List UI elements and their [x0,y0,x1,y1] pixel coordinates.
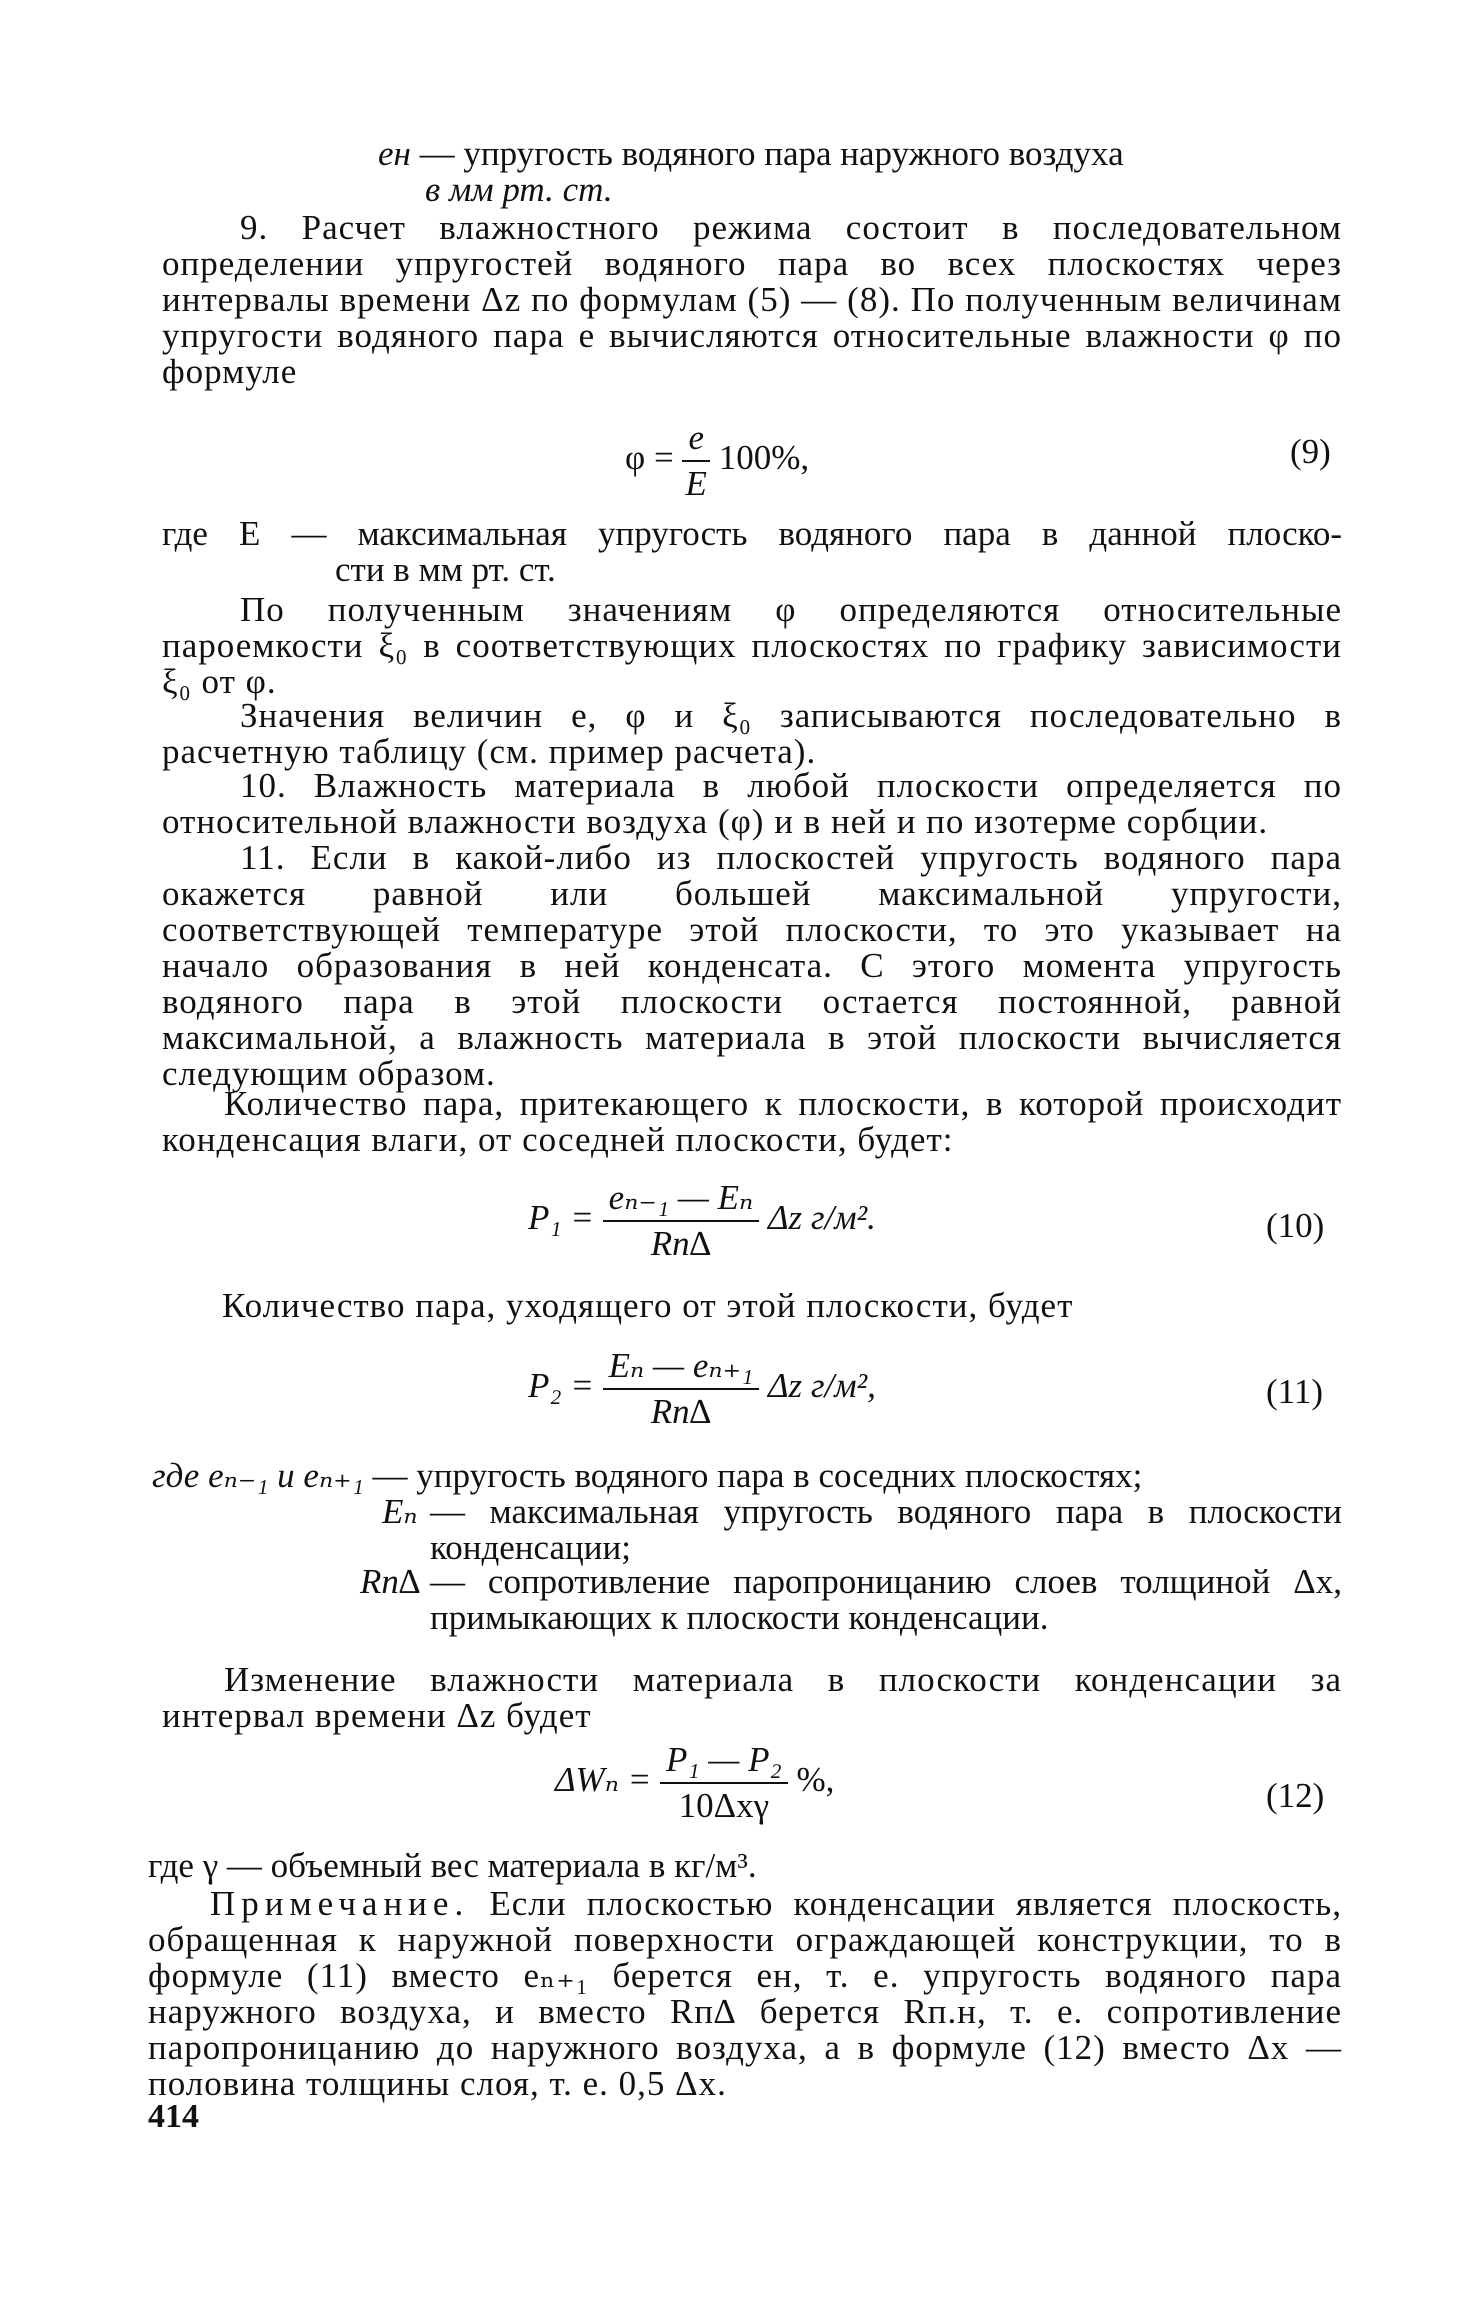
eq11-lhs: P₂ = [528,1366,594,1406]
en-text: — упругость водяного пара наружного воздуха [410,134,1124,173]
equation-10 [528,1178,876,1264]
paragraph-values: Значения величин e, φ и ξ₀ записываются последовательно в расчетную таблицу (см. пример расчета). [162,696,1342,771]
eq12-rhs: %, [796,1760,835,1800]
eq10-label: (10) [1266,1206,1325,1245]
en-symbol: eн [378,134,411,173]
eq10-denominator: Rп∆ [650,1224,712,1263]
eq9-denominator: E [685,464,707,503]
eq10-fraction [603,1178,760,1264]
eq11-rhs: Δz г/м², [767,1366,876,1406]
en-unit: в мм рт. ст. [425,170,613,209]
paragraph-9: 9. Расчет влажностного режима состоит в последовательном определении упругостей водяного пара во всех плоскостях через интервалы времени Δz по формулам (5) — (8). По полученным величинам упругости водяного пара e вычисляются относительные влажности φ по формуле [162,208,1342,391]
eq12-fraction [660,1740,788,1826]
def-e-neighbors-text: — упругость водяного пара в соседних плоскостях; [372,1456,1143,1495]
eq12-label: (12) [1266,1776,1325,1815]
eq11-denominator: Rп∆ [650,1392,712,1431]
eq11-fraction [603,1346,760,1432]
def-En-symbol: Eₙ [382,1492,418,1531]
def-e-neighbors-symbol: где eₙ₋₁ и eₙ₊₁ [152,1456,364,1495]
eq12-numerator: P₁ — P₂ [660,1740,788,1784]
note-text: Если плоскостью конденсации является плоскость, обращенная к наружной поверхности ограждающей конструкции, то в формуле (11) вместо eₙ₊₁ берется eн, т. е. упругость водяного пара наружного воздуха, и вместо Rп∆ берется Rп.н, т. е. сопротивление паропроницанию до наружного воздуха, а в формуле (12) вместо Δx — половина толщины слоя, т. е. 0,5 Δx. [148,1884,1342,2103]
equation-11 [528,1346,876,1432]
paragraph-phi: По полученным значениям φ определяются относительные пароемкости ξ₀ в соответствующих плоскостях по графику зависимости ξ₀ от φ. [162,590,1342,701]
eq10-rhs: Δz г/м². [767,1198,876,1238]
paragraph-11: 11. Если в какой-либо из плоскостей упругость водяного пара окажется равной или большей максимальной упругости, соответствующей температуре этой плоскости, то это указывает на начало образования в ней конденсата. С этого момента упругость водяного пара в этой плоскости остается постоянной, равной максимальной, а влажность материала в этой плоскости вычисляется следующим образом. [162,838,1342,1093]
def-Rpd-text: — сопротивление паропроницанию слоев толщиной Δx, примыкающих к плоскости конденсации. [430,1562,1342,1637]
equation-12 [555,1740,834,1826]
en-definition [378,136,1338,172]
gamma-definition: где γ — объемный вес материала в кг/м³. [148,1846,757,1885]
paragraph-quantity-in: Количество пара, притекающего к плоскости, в которой происходит конденсация влаги, от соседней плоскости, будет: [162,1084,1342,1159]
note-label: Примечание. [210,1884,470,1923]
page-number: 414 [148,2098,199,2135]
eq9-label: (9) [1290,432,1331,471]
def-e-neighbors [152,1458,1342,1494]
eq9-numerator: e [682,418,710,462]
equation-9 [625,418,809,504]
def-En [382,1494,1342,1566]
paragraph-change: Изменение влажности материала в плоскости конденсации за интервал времени Δz будет [162,1660,1342,1735]
eq9-fraction [682,418,710,504]
E-definition-cont: сти в мм рт. ст. [335,550,556,589]
note-paragraph [148,1886,1342,2102]
def-En-text: — максимальная упругость водяного пара в плоскости конденсации; [430,1492,1342,1567]
E-definition: где E — максимальная упругость водяного пара в данной плоско- [162,514,1342,553]
eq10-numerator: eₙ₋₁ — Eₙ [603,1178,760,1222]
eq12-lhs: ΔWₙ = [555,1760,652,1800]
eq9-rhs: 100%, [718,438,810,478]
paragraph-quantity-out: Количество пара, уходящего от этой плоскости, будет [222,1286,1074,1325]
paragraph-10: 10. Влажность материала в любой плоскости определяется по относительной влажности воздуха (φ) и в ней и по изотерме сорбции. [162,766,1342,841]
eq9-lhs: φ = [625,438,674,478]
eq11-label: (11) [1266,1372,1324,1411]
eq11-numerator: Eₙ — eₙ₊₁ [603,1346,760,1390]
eq10-lhs: P₁ = [528,1198,594,1238]
def-Rpd [360,1564,1342,1636]
def-Rpd-symbol: Rп∆ [360,1562,421,1601]
eq12-denominator: 10Δxγ [678,1786,770,1825]
